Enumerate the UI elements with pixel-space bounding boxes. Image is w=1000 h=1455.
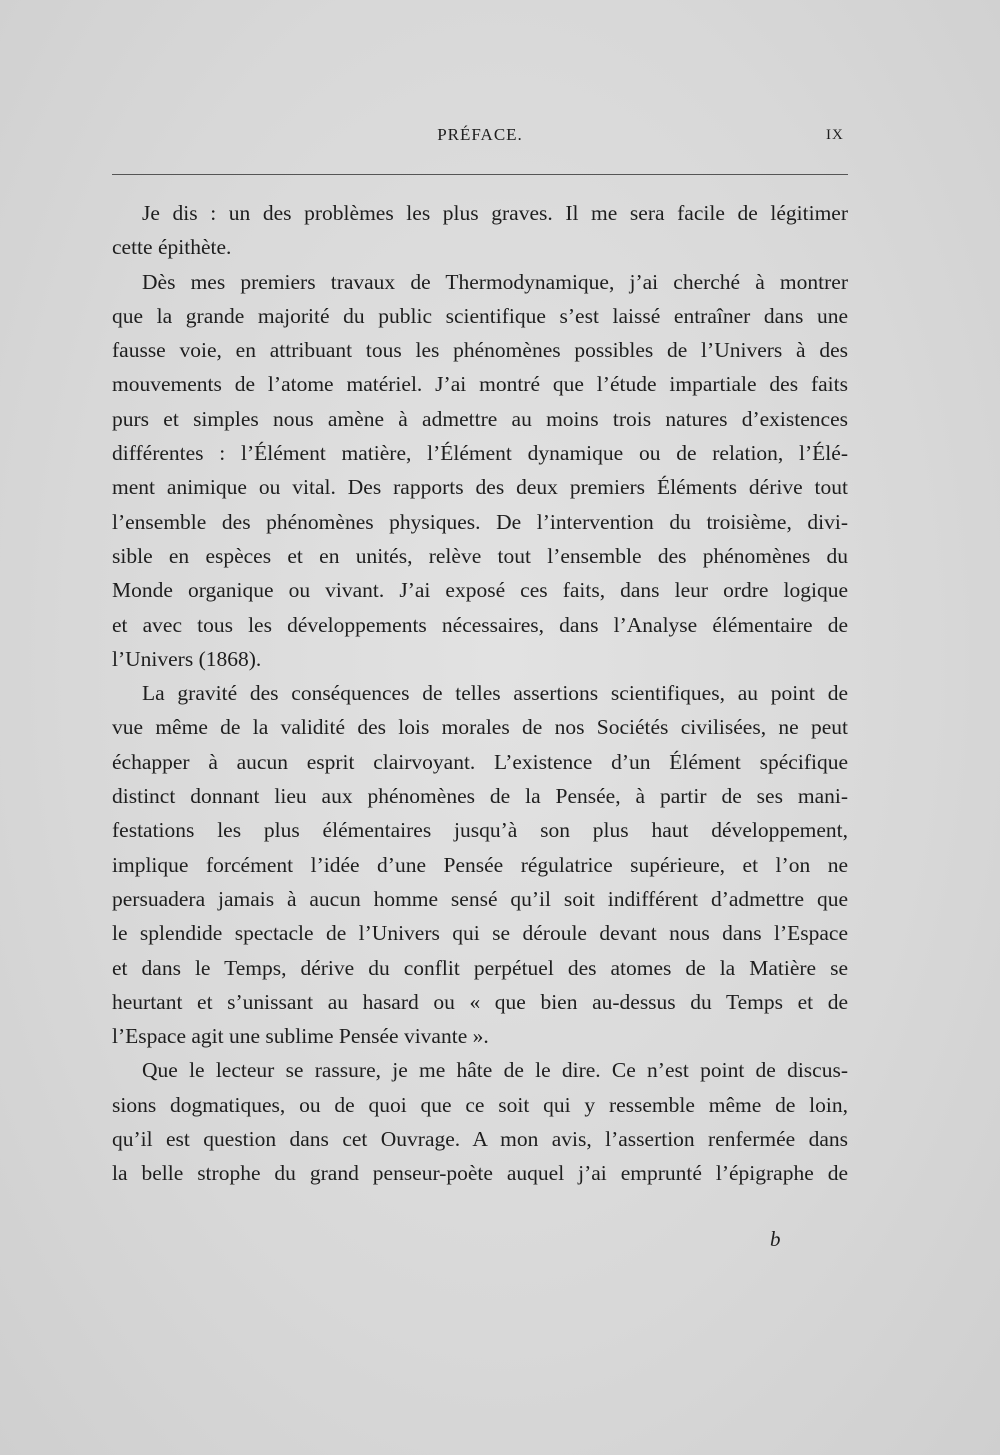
page-number: IX [826,127,844,143]
text-line: heurtant et s’unissant au hasard ou « que bien au-dessus du Temps et de [112,989,848,1014]
running-title: PRÉFACE. [437,125,523,144]
text-line: fausse voie, en attribuant tous les phénomènes possibles de l’Univers à des [112,338,848,363]
text-line: La gravité des conséquences de telles assertions scientifiques, au point de [142,681,848,706]
text-line: distinct donnant lieu aux phénomènes de la Pensée, à partir de ses mani- [112,784,848,809]
text-line: différentes : l’Élément matière, l’Élément dynamique ou de relation, l’Élé- [112,441,848,466]
running-head [0,125,1000,155]
text-line: Dès mes premiers travaux de Thermodynamique, j’ai cherché à montrer [142,269,848,294]
text-line: Que le lecteur se rassure, je me hâte de le dire. Ce n’est point de discus- [142,1058,848,1083]
text-line: implique forcément l’idée d’une Pensée régulatrice supérieure, et l’on ne [112,852,848,877]
text-line: Monde organique ou vivant. J’ai exposé ces faits, dans leur ordre logique [112,578,848,603]
text-line: ment animique ou vital. Des rapports des deux premiers Éléments dérive tout [112,475,848,500]
text-line: sible en espèces et en unités, relève tout l’ensemble des phénomènes du [112,543,848,568]
text-line: mouvements de l’atome matériel. J’ai montré que l’étude impartiale des faits [112,372,848,397]
header-rule [112,174,848,175]
text-line: purs et simples nous amène à admettre au moins trois natures d’existences [112,406,848,431]
text-line: vue même de la validité des lois morales de nos Sociétés civilisées, ne peut [112,715,848,740]
text-line: et dans le Temps, dérive du conflit perpétuel des atomes de la Matière se [112,955,848,980]
text-line: festations les plus élémentaires jusqu’à son plus haut développement, [112,818,848,843]
signature-mark: b [770,1227,781,1251]
text-line: le splendide spectacle de l’Univers qui se déroule devant nous dans l’Espace [112,921,848,946]
text-line: la belle strophe du grand penseur-poète auquel j’ai emprunté l’épigraphe de [112,1161,848,1186]
body-text [112,196,848,1191]
text-line: l’Espace agit une sublime Pensée vivante ». [112,1024,489,1049]
text-line: l’ensemble des phénomènes physiques. De l’intervention du troisième, divi- [112,509,848,534]
text-line: cette épithète. [112,235,232,260]
text-line: et avec tous les développements nécessaires, dans l’Analyse élémentaire de [112,612,848,637]
text-line: échapper à aucun esprit clairvoyant. L’existence d’un Élément spécifique [112,749,848,774]
text-line: que la grande majorité du public scientifique s’est laissé entraîner dans une [112,303,848,328]
text-line: sions dogmatiques, ou de quoi que ce soit qui y ressemble même de loin, [112,1092,848,1117]
text-line: persuadera jamais à aucun homme sensé qu’il soit indifférent d’admettre que [112,886,848,911]
text-line: Je dis : un des problèmes les plus graves. Il me sera facile de légitimer [142,201,848,225]
text-line: l’Univers (1868). [112,646,262,671]
text-line: qu’il est question dans cet Ouvrage. A mon avis, l’assertion renfermée dans [112,1127,848,1152]
